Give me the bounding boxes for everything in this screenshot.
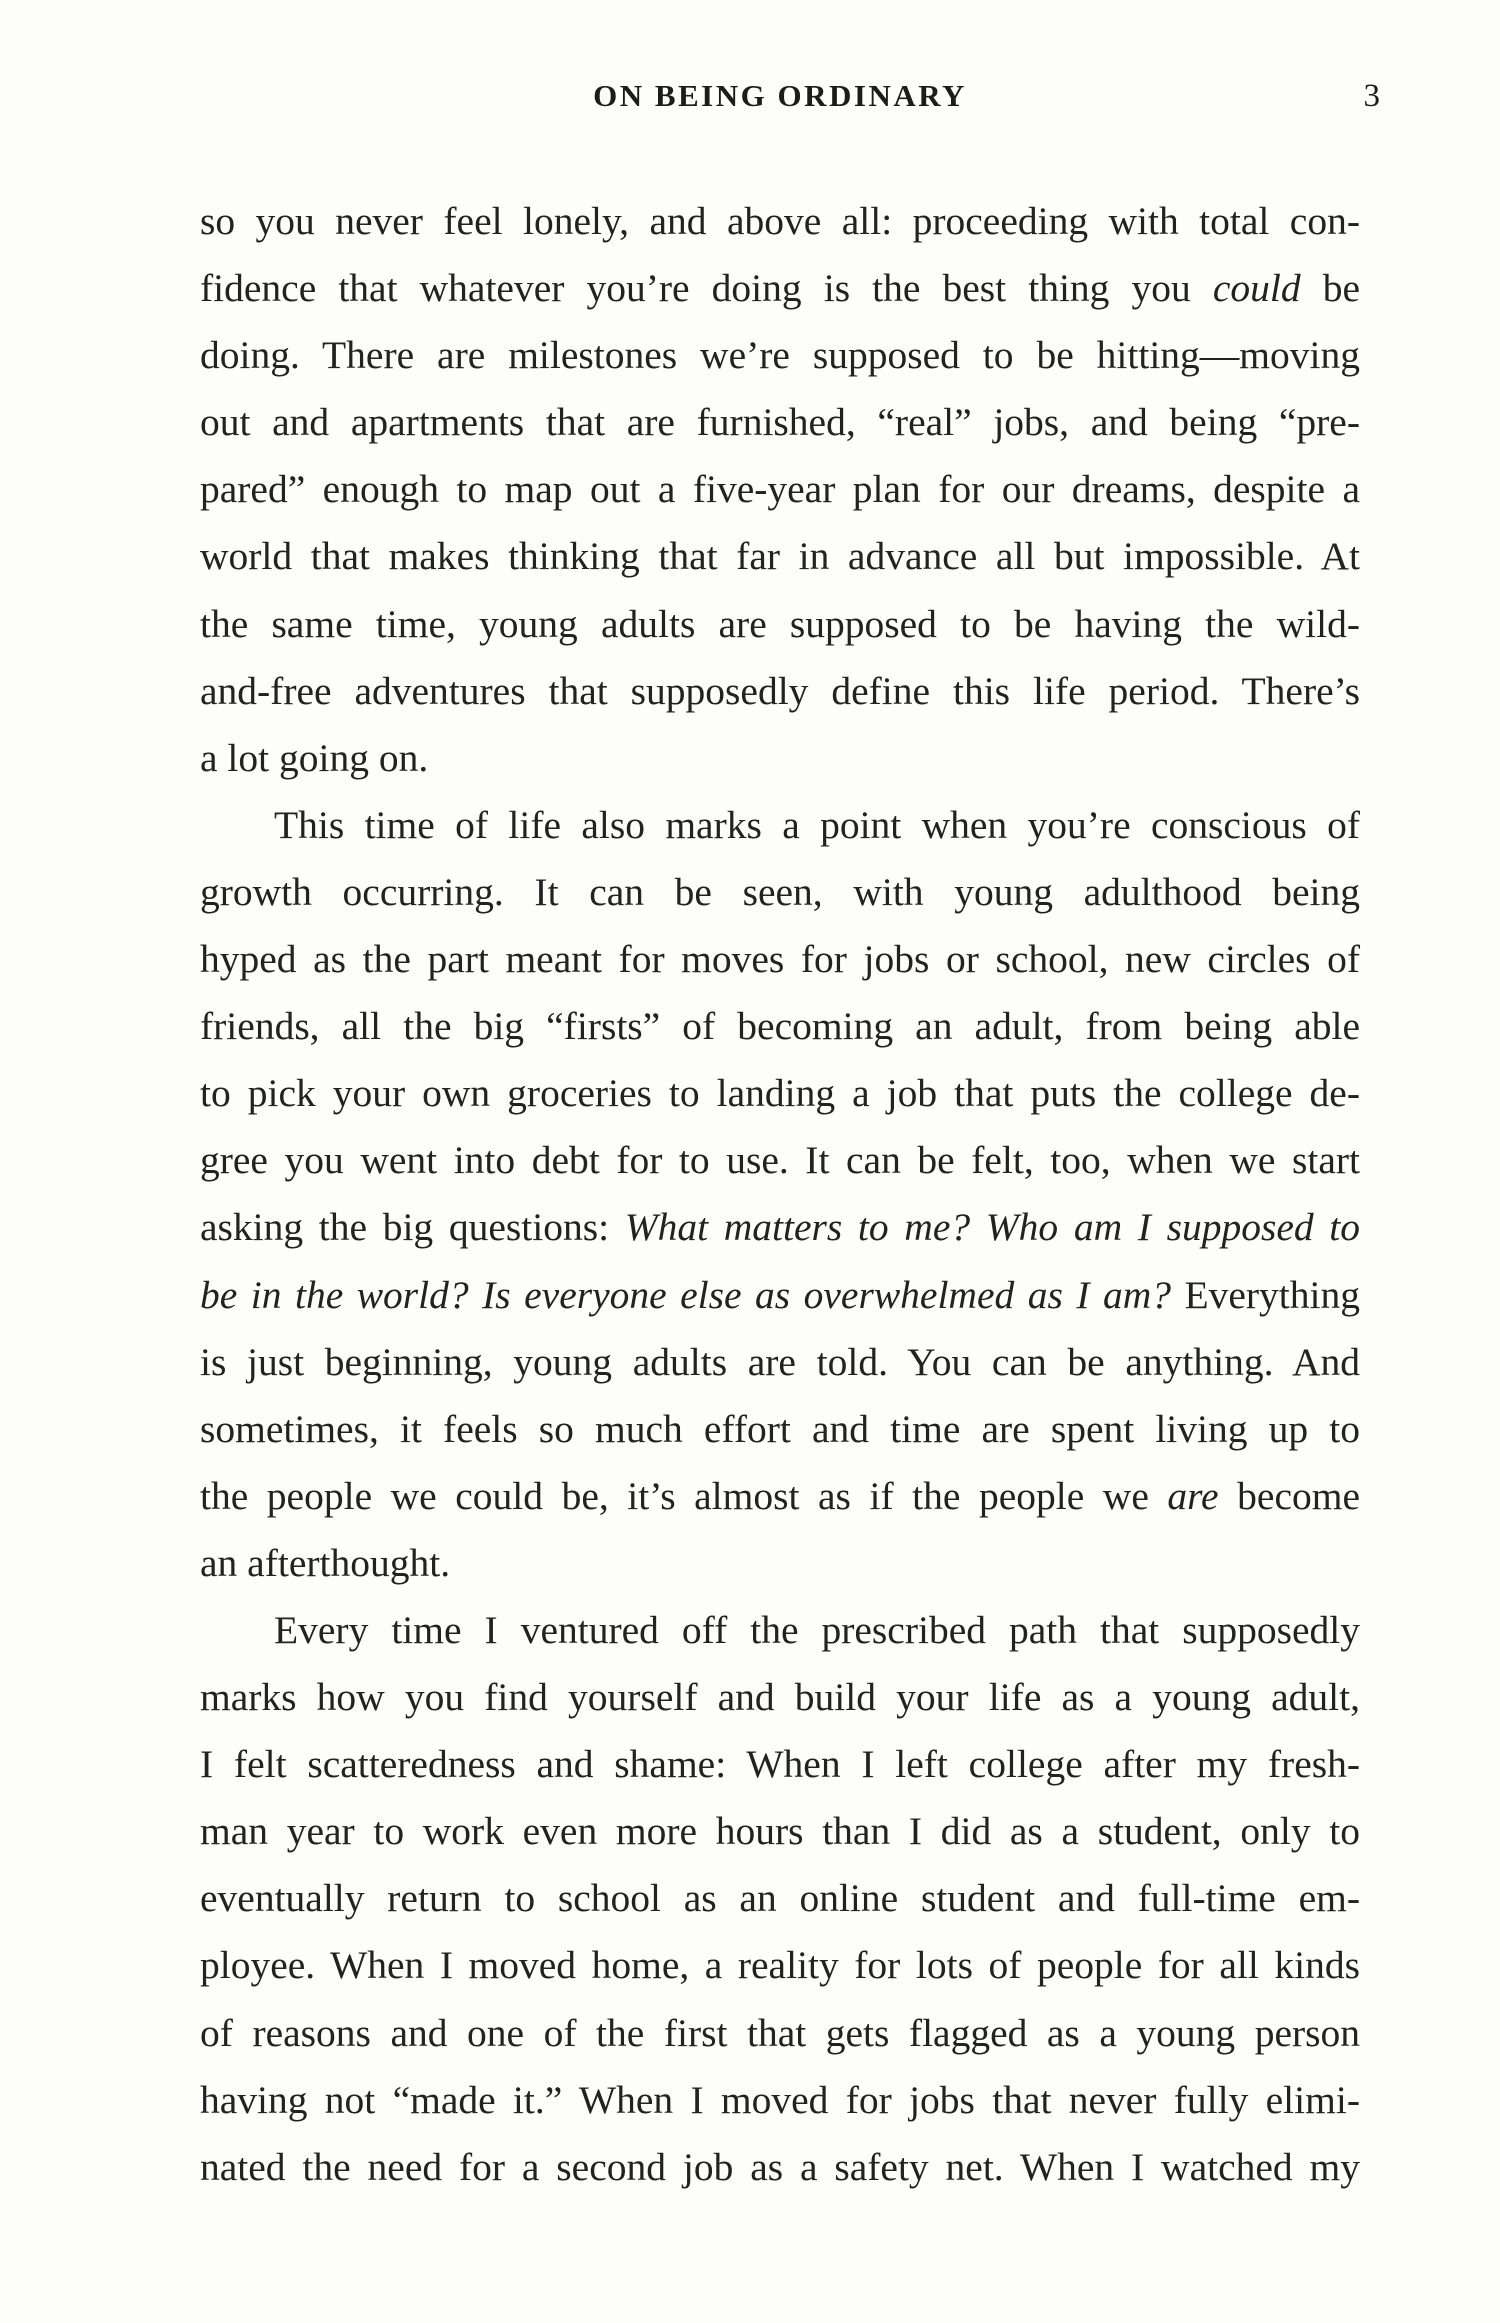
paragraph <box>200 1597 1360 2201</box>
text-segment: become <box>1218 1473 1360 1518</box>
text-segment: marks how you find yourself and build your life as a young adult, <box>200 1675 1360 1720</box>
italic-text: What matters to me? Who am I supposed to <box>624 1205 1361 1250</box>
text-line <box>200 2134 1360 2201</box>
page-number: 3 <box>1363 78 1380 114</box>
text-segment: gree you went into debt for to use. It can be felt, too, when we start <box>200 1138 1360 1183</box>
text-segment: Every time I ventured off the prescribed path that supposedly <box>274 1607 1360 1652</box>
text-segment: growth occurring. It can be seen, with young adulthood being <box>200 869 1360 914</box>
text-line <box>200 1194 1360 1261</box>
text-line <box>200 1329 1360 1396</box>
text-line <box>200 1530 1360 1597</box>
italic-text: be in the world? Is everyone else as overwhelmed as I am? <box>200 1272 1171 1317</box>
italic-text: could <box>1212 266 1301 311</box>
text-segment: nated the need for a second job as a safety net. When I watched my <box>200 2144 1360 2189</box>
text-segment: asking the big questions: <box>200 1205 625 1250</box>
text-segment: is just beginning, young adults are told. You can be anything. And <box>200 1339 1360 1384</box>
text-segment: world that makes thinking that far in advance all but impossible. At <box>200 534 1360 579</box>
text-line <box>200 1463 1360 1530</box>
text-segment: This time of life also marks a point when you’re conscious of <box>274 802 1360 847</box>
text-line <box>200 2067 1360 2134</box>
text-line <box>200 1664 1360 1731</box>
paragraph <box>200 188 1360 792</box>
text-segment: an afterthought. <box>200 1540 451 1585</box>
text-segment: sometimes, it feels so much effort and time are spent living up to <box>200 1406 1360 1451</box>
paragraph <box>200 792 1360 1597</box>
text-segment: of reasons and one of the first that gets flagged as a young person <box>200 2010 1360 2055</box>
text-segment: out and apartments that are furnished, “real” jobs, and being “pre- <box>200 400 1360 445</box>
text-line <box>200 792 1360 859</box>
text-line <box>200 188 1360 255</box>
text-line <box>200 1932 1360 1999</box>
text-segment: hyped as the part meant for moves for jobs or school, new circles of <box>200 937 1360 982</box>
text-segment: eventually return to school as an online student and full-time em- <box>200 1876 1360 1921</box>
text-line <box>200 1262 1360 1329</box>
running-head: ON BEING ORDINARY <box>593 78 967 113</box>
text-segment: a lot going on. <box>200 735 429 780</box>
text-line <box>200 1597 1360 1664</box>
text-segment: friends, all the big “firsts” of becoming an adult, from being able <box>200 1004 1360 1049</box>
text-segment: pared” enough to map out a five-year plan for our dreams, despite a <box>200 467 1360 512</box>
text-line <box>200 1127 1360 1194</box>
text-line <box>200 1731 1360 1798</box>
text-line <box>200 322 1360 389</box>
text-line <box>200 1865 1360 1932</box>
italic-text: are <box>1167 1473 1219 1518</box>
text-line <box>200 725 1360 792</box>
text-line <box>200 993 1360 1060</box>
text-segment: doing. There are milestones we’re supposed to be hitting—moving <box>200 333 1360 378</box>
text-segment: be <box>1300 266 1360 311</box>
body-text <box>200 188 1360 2201</box>
text-line <box>200 255 1360 322</box>
text-line <box>200 591 1360 658</box>
text-segment: I felt scatteredness and shame: When I left college after my fresh- <box>200 1742 1360 1787</box>
text-line <box>200 859 1360 926</box>
text-line <box>200 1798 1360 1865</box>
text-line <box>200 1060 1360 1127</box>
text-segment: having not “made it.” When I moved for jobs that never fully elimi- <box>200 2077 1360 2122</box>
text-line <box>200 523 1360 590</box>
page-header <box>200 78 1380 126</box>
text-segment: ployee. When I moved home, a reality for lots of people for all kinds <box>200 1943 1360 1988</box>
text-line <box>200 926 1360 993</box>
text-line <box>200 1396 1360 1463</box>
text-segment: so you never feel lonely, and above all: proceeding with total con- <box>200 199 1360 243</box>
text-segment: fidence that whatever you’re doing is the best thing you <box>200 266 1213 311</box>
text-segment: the people we could be, it’s almost as if the people we <box>200 1473 1168 1518</box>
text-segment: and-free adventures that supposedly define this life period. There’s <box>200 668 1360 713</box>
text-segment: man year to work even more hours than I did as a student, only to <box>200 1809 1360 1854</box>
text-line <box>200 389 1360 456</box>
text-segment: to pick your own groceries to landing a job that puts the college de- <box>200 1071 1360 1116</box>
text-line <box>200 658 1360 725</box>
text-segment: Everything <box>1171 1272 1360 1317</box>
text-line <box>200 2000 1360 2067</box>
text-segment: the same time, young adults are supposed to be having the wild- <box>200 601 1360 646</box>
text-line <box>200 456 1360 523</box>
